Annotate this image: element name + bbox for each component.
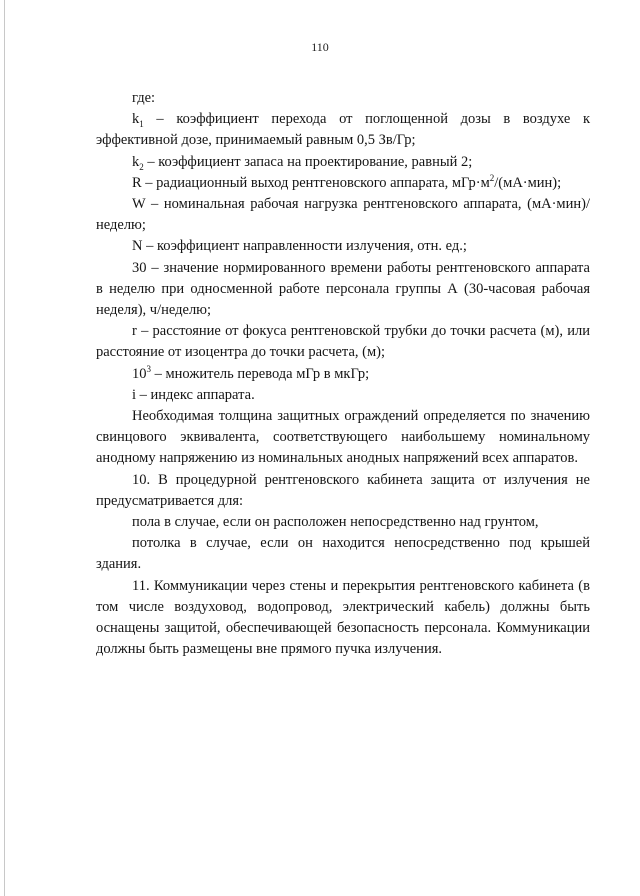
definition-multiplier (96, 364, 590, 385)
multiplier-base: 10 (132, 365, 147, 382)
item-floor (96, 512, 590, 533)
r-output-text: R – радиационный выход рентгеновского аппарата, мГр·м (132, 174, 490, 191)
where-text: где: (132, 90, 156, 106)
page-number: 110 (311, 40, 329, 54)
w-text: W – номинальная рабочая нагрузка рентгеновского аппарата, (мА·мин)/неделю; (96, 196, 590, 234)
definition-30 (96, 258, 590, 322)
document-body (96, 88, 590, 660)
r-output-superscript: 2 (489, 172, 495, 183)
where-label (96, 88, 590, 109)
ceiling-text: потолка в случае, если он находится непосредственно под крышей здания. (96, 535, 590, 573)
k1-subscript: 1 (139, 119, 144, 130)
paragraph-10 (96, 470, 590, 512)
definition-w (96, 194, 590, 236)
n-text: N – коэффициент направленности излучения, отн. ед.; (132, 238, 467, 255)
definition-r-output (96, 173, 590, 194)
item-ceiling (96, 533, 590, 575)
i-text: i – индекс аппарата. (132, 386, 255, 403)
paragraph-11 (96, 576, 590, 661)
definition-r-distance (96, 321, 590, 363)
multiplier-superscript: 3 (146, 363, 151, 374)
thickness-text: Необходимая толщина защитных ограждений определяется по значению свинцового эквивалента, соответствующего наибольшему номинальному анодному напряжению из номинальных анодных напряжений всех аппаратов. (96, 408, 590, 467)
k1-text: – коэффициент перехода от поглощенной дозы в воздухе к эффективной дозе, принимаемый равным 0,5 Зв/Гр; (96, 111, 590, 149)
definition-k1 (96, 109, 590, 151)
definition-i (96, 385, 590, 406)
p10-text: 10. В процедурной рентгеновского кабинета защита от излучения не предусматривается для: (96, 471, 590, 509)
t30-text: 30 – значение нормированного времени работы рентгеновского аппарата в неделю при односменной работе персонала группы А (30-часовая рабочая неделя), ч/неделю; (96, 259, 590, 319)
definition-k2 (96, 152, 590, 173)
r-output-unit: /(мА·мин); (494, 174, 562, 191)
definition-n (96, 236, 590, 257)
floor-text: пола в случае, если он расположен непосредственно над грунтом, (132, 514, 539, 531)
k2-text: – коэффициент запаса на проектирование, равный 2; (143, 153, 473, 170)
multiplier-text: – множитель перевода мГр в мкГр; (151, 365, 370, 382)
k2-subscript: 2 (139, 161, 144, 172)
r-distance-text: r – расстояние от фокуса рентгеновской трубки до точки расчета (м), или расстояние от изоцентра до точки расчета, (м); (96, 323, 590, 361)
paragraph-thickness (96, 406, 590, 470)
k1-symbol: k (132, 111, 140, 128)
k2-symbol: k (132, 153, 140, 170)
p11-text: 11. Коммуникации через стены и перекрытия рентгеновского кабинета (в том числе воздуховод, водопровод, электрический кабель) должны быть оснащены защитой, обеспечивающей безопасность персонала. Коммуникации должны быть размещены вне прямого пучка излучения. (96, 577, 590, 658)
